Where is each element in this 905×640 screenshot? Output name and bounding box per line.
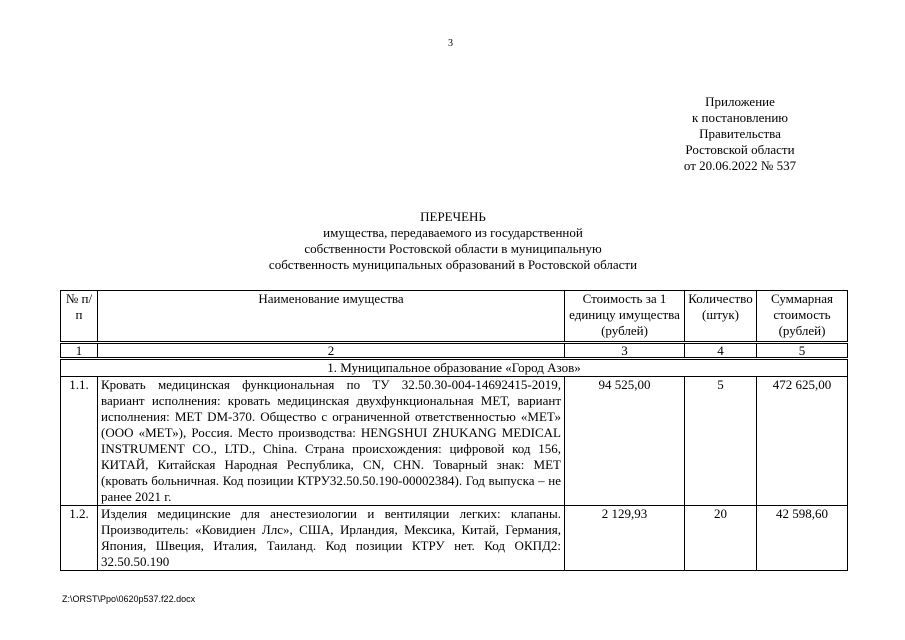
row-total: 42 598,60 (757, 506, 848, 571)
row-quantity: 5 (685, 377, 757, 506)
row-unit-cost: 94 525,00 (565, 377, 685, 506)
row-quantity: 20 (685, 506, 757, 571)
column-number: 3 (565, 343, 685, 359)
page-number: 3 (448, 38, 453, 49)
column-number: 5 (757, 343, 848, 359)
header-unit-cost: Стоимость за 1 единицу имущества (рублей) (565, 291, 685, 343)
column-number: 4 (685, 343, 757, 359)
appendix-block (672, 94, 808, 174)
appendix-line: от 20.06.2022 № 537 (683, 158, 797, 173)
property-table (60, 290, 848, 571)
document-title (220, 209, 686, 273)
column-number: 2 (98, 343, 565, 359)
header-num: № п/п (61, 291, 98, 343)
row-unit-cost: 2 129,93 (565, 506, 685, 571)
header-quantity: Количество (штук) (685, 291, 757, 343)
column-number: 1 (61, 343, 98, 359)
appendix-line: Приложение (705, 94, 775, 109)
header-total: Суммарная стоимость (рублей) (757, 291, 848, 343)
table-header-row (61, 291, 848, 343)
row-num: 1.1. (61, 377, 98, 506)
column-number-row (61, 343, 848, 359)
section-title: 1. Муниципальное образование «Город Азов» (61, 359, 848, 377)
appendix-line: Ростовской области (685, 142, 795, 157)
title-line: имущества, передаваемого из государственной (323, 225, 583, 240)
title-line: собственности Ростовской области в муниципальную (304, 241, 602, 256)
row-name: Кровать медицинская функциональная по ТУ 32.50.30-004-14692415-2019, вариант исполнения: кровать медицинская двухфункциональная МЕТ, вариант исполнения: MET DM-370. Общество с ограниченной ответственностью «МЕТ» (ООО «МЕТ»), Россия. Место производства: HENGSHUI ZHUKANG MEDICAL INSTRUMENT CO., LTD., China. Страна происхождения: цифровой код 156, КИТАЙ, Китайская Народная Республика, CN, CHN. Товарный знак: MET (кровать больничная. Код позиции КТРУ32.50.50.190-00002384). Год выпуска – не ранее 2021 г. (98, 377, 565, 506)
row-num: 1.2. (61, 506, 98, 571)
row-name: Изделия медицинские для анестезиологии и вентиляции легких: клапаны. Производитель: «Ковидиен Ллс», США, Ирландия, Мексика, Китай, Германия, Япония, Швеция, Италия, Таиланд. Код позиции КТРУ нет. Код ОКПД2: 32.50.50.190 (98, 506, 565, 571)
title-heading: ПЕРЕЧЕНЬ (420, 209, 486, 224)
row-total: 472 625,00 (757, 377, 848, 506)
section-row (61, 359, 848, 377)
footer-file-path: Z:\ORST\Ppo\0620p537.f22.docx (62, 594, 196, 604)
table-row (61, 506, 848, 571)
appendix-line: к постановлению (691, 110, 789, 125)
header-name: Наименование имущества (98, 291, 565, 343)
table-row (61, 377, 848, 506)
title-line: собственность муниципальных образований в Ростовской области (268, 257, 638, 272)
appendix-line: Правительства (699, 126, 781, 141)
